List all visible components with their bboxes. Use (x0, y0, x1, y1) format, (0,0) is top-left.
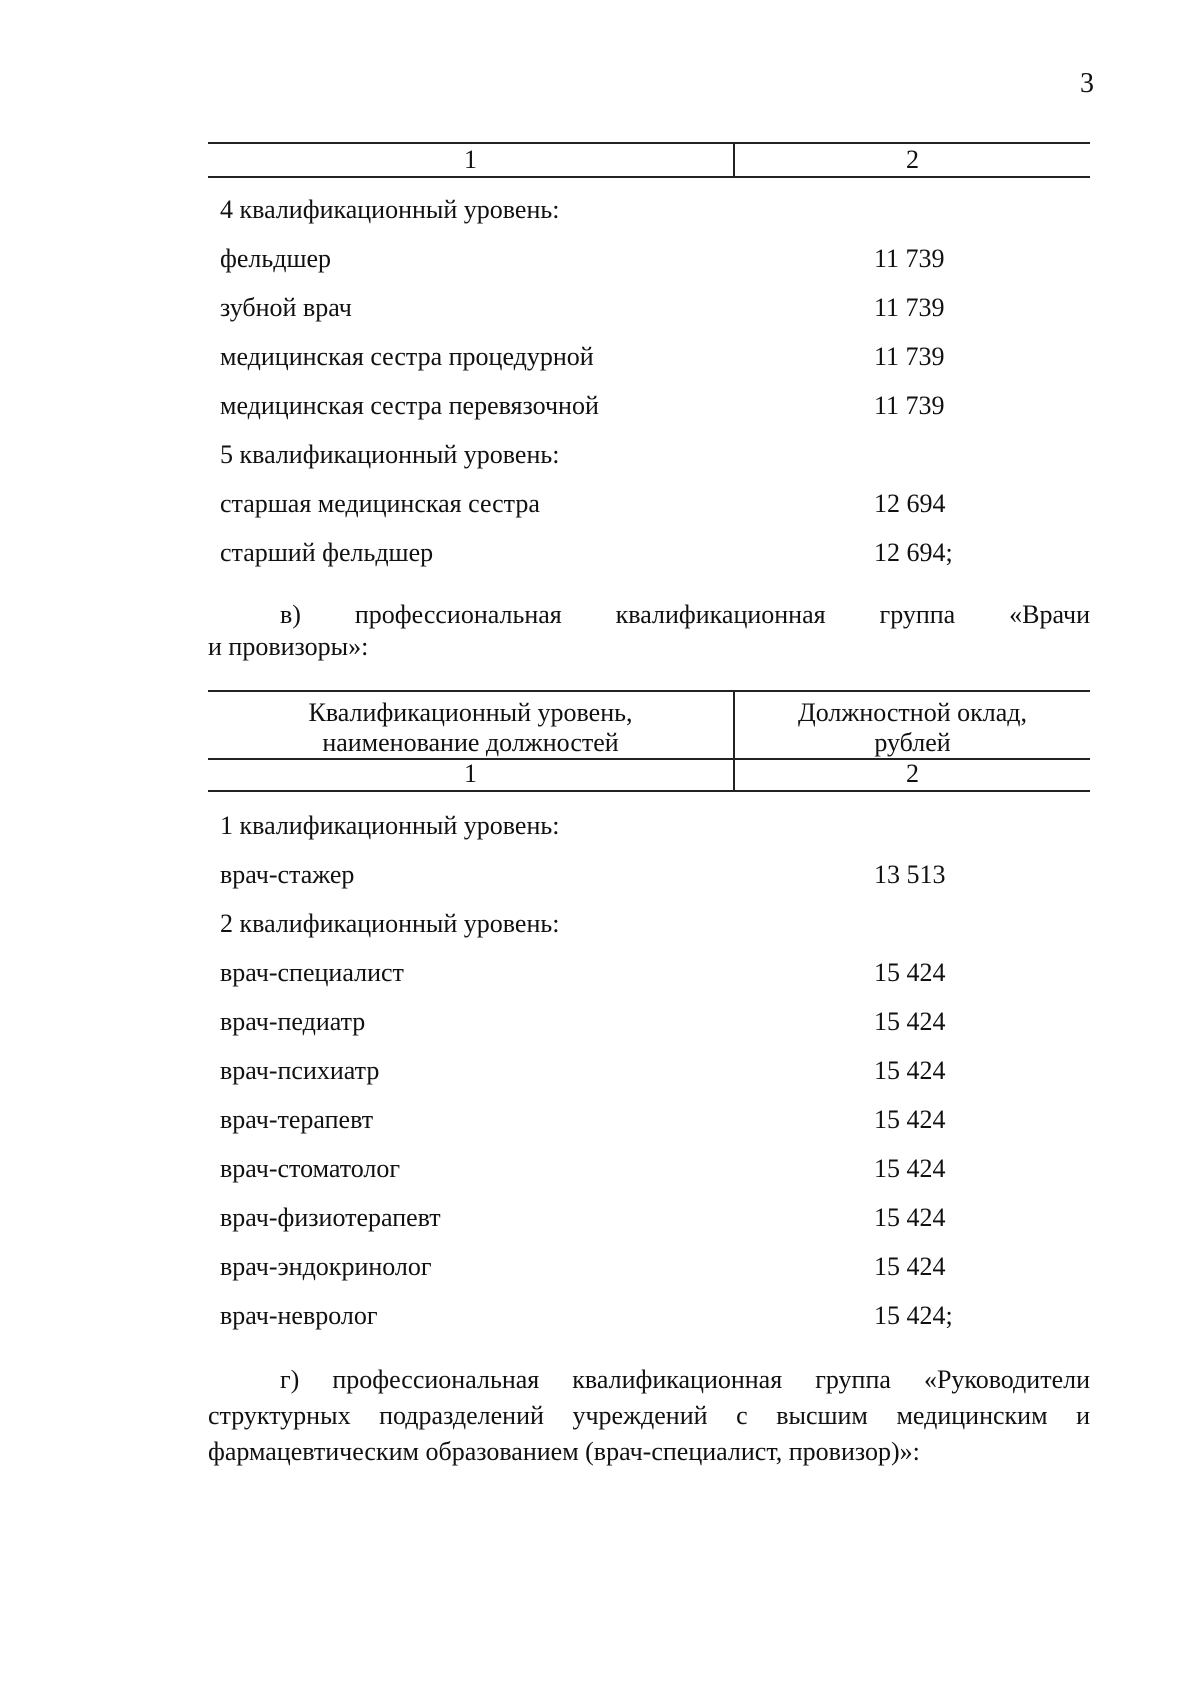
table-row (220, 194, 980, 226)
paragraph-g (208, 1362, 1090, 1470)
paragraph-line: в) профессиональная квалификационная группа «Врачи (280, 600, 1090, 629)
table-row (220, 292, 980, 324)
table-row (220, 439, 980, 471)
row-label: врач-терапевт (220, 1105, 374, 1134)
row-label: врач-психиатр (220, 1056, 380, 1085)
table2-col1-number: 1 (464, 759, 477, 788)
row-value: 12 694 (874, 489, 946, 518)
paragraph-line: структурных подразделений учреждений с высшим медицинским и (208, 1401, 1090, 1430)
table-row (220, 1153, 980, 1185)
row-value: 11 739 (874, 342, 945, 371)
row-label: зубной врач (220, 293, 352, 322)
row-label: 5 квалификационный уровень: (220, 440, 560, 469)
table-row (220, 1300, 980, 1332)
row-value: 12 694; (874, 538, 953, 567)
row-value: 15 424 (874, 958, 946, 987)
table-row (220, 341, 980, 373)
row-label: медицинская сестра перевязочной (220, 391, 599, 420)
row-label: фельдшер (220, 244, 332, 273)
table-row (220, 859, 980, 891)
row-value: 15 424 (874, 1007, 946, 1036)
row-label: медицинская сестра процедурной (220, 342, 594, 371)
row-label: старшая медицинская сестра (220, 489, 540, 518)
table-row (220, 957, 980, 989)
table1-header-bottom-line (208, 176, 1090, 178)
table-row (220, 1055, 980, 1087)
paragraph-line: г) профессиональная квалификационная группа «Руководители (280, 1365, 1090, 1394)
table2-col1-title-line: наименование должностей (322, 728, 619, 757)
table2-col2-title (735, 698, 1090, 758)
table-row (220, 1202, 980, 1234)
row-label: врач-педиатр (220, 1007, 366, 1036)
page-number: 3 (1080, 68, 1094, 99)
table1-header (208, 142, 1090, 178)
row-label: 4 квалификационный уровень: (220, 195, 560, 224)
row-value: 15 424 (874, 1203, 946, 1232)
table1-col1-number: 1 (464, 145, 477, 174)
table2-header (208, 690, 1090, 792)
table-row (220, 810, 980, 842)
row-value: 15 424; (874, 1301, 953, 1330)
table-row (220, 488, 980, 520)
row-label: 1 квалификационный уровень: (220, 811, 560, 840)
paragraph-line: и провизоры»: (208, 632, 369, 661)
row-value: 11 739 (874, 244, 945, 273)
table2-col1-title-line: Квалификационный уровень, (308, 698, 633, 727)
row-label: врач-стоматолог (220, 1154, 401, 1183)
row-label: врач-специалист (220, 958, 404, 987)
table-row (220, 908, 980, 940)
row-label: 2 квалификационный уровень: (220, 909, 560, 938)
row-label: старший фельдшер (220, 538, 434, 567)
row-value: 13 513 (874, 860, 946, 889)
row-value: 11 739 (874, 391, 945, 420)
table-row (220, 1006, 980, 1038)
table2-col2-title-line: Должностной оклад, (798, 698, 1027, 727)
row-value: 15 424 (874, 1252, 946, 1281)
paragraph-v (208, 597, 1090, 665)
row-label: врач-стажер (220, 860, 355, 889)
row-value: 15 424 (874, 1105, 946, 1134)
table1-col2-number: 2 (906, 145, 919, 174)
table-row (220, 1251, 980, 1283)
table-row (220, 243, 980, 275)
row-value: 15 424 (874, 1154, 946, 1183)
row-value: 15 424 (874, 1056, 946, 1085)
table-row (220, 1104, 980, 1136)
table2-header-bottom-line (208, 790, 1090, 792)
table2-col2-title-line: рублей (874, 728, 951, 757)
table2-col2-number: 2 (906, 759, 919, 788)
row-label: врач-физиотерапевт (220, 1203, 441, 1232)
paragraph-line: фармацевтическим образованием (врач-специалист, провизор)»: (208, 1437, 920, 1466)
table2-col1-title (208, 698, 733, 758)
row-label: врач-невролог (220, 1301, 378, 1330)
row-label: врач-эндокринолог (220, 1252, 432, 1281)
row-value: 11 739 (874, 293, 945, 322)
table-row (220, 537, 980, 569)
table-row (220, 390, 980, 422)
